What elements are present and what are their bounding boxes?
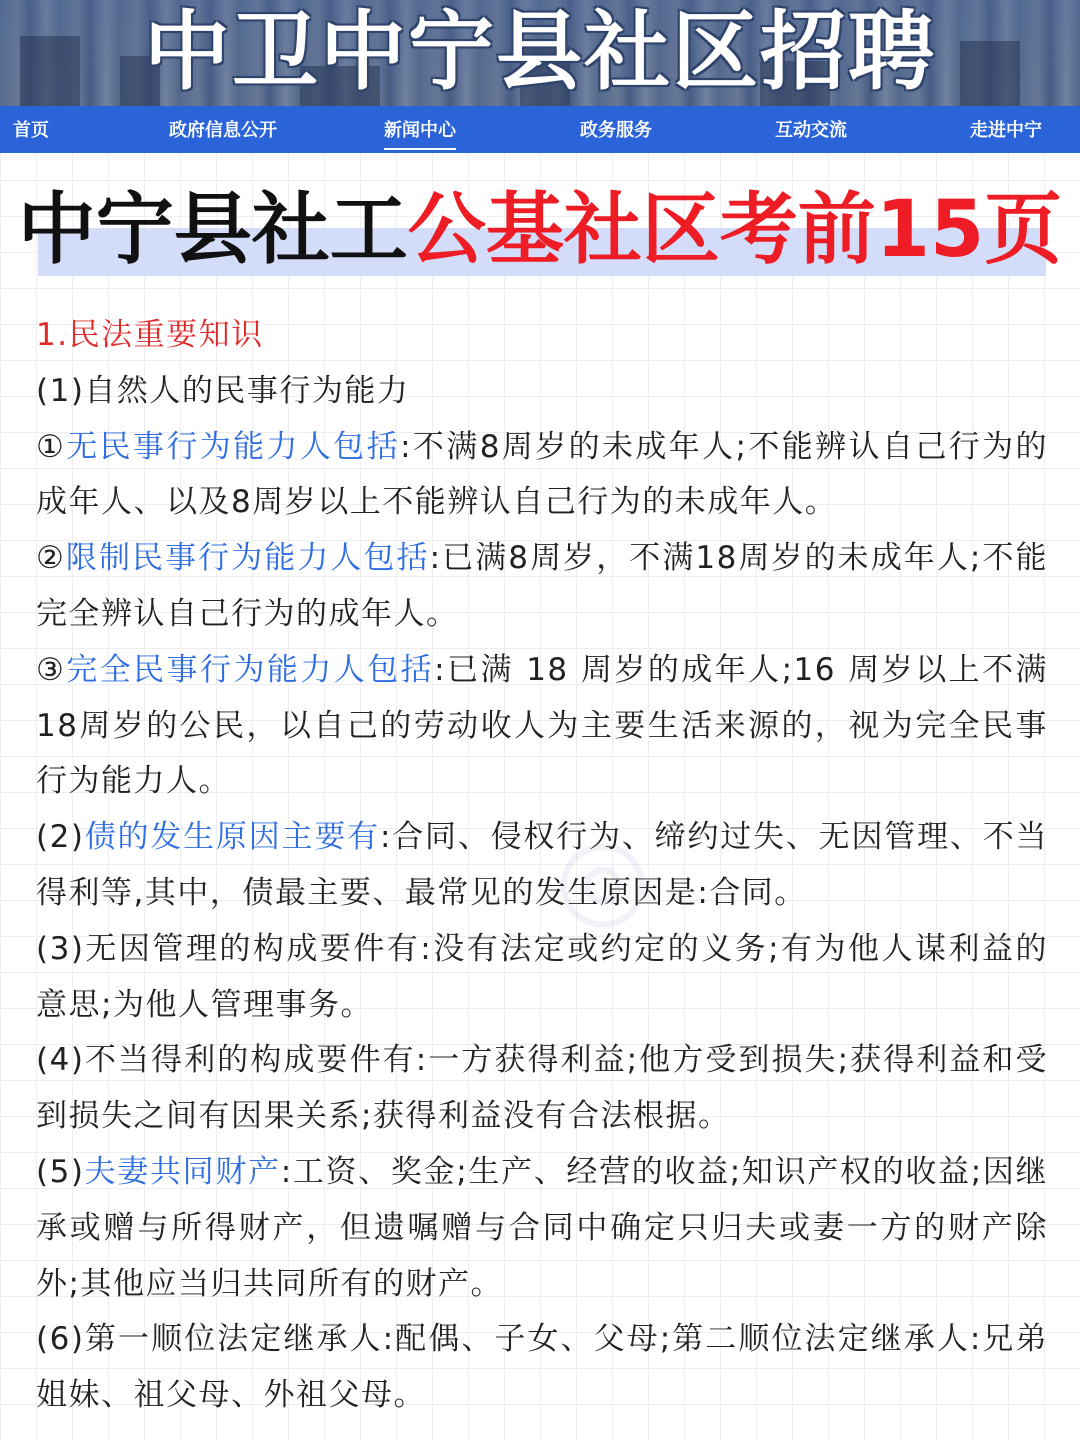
page-title — [0, 182, 1080, 278]
paragraph — [36, 1145, 1048, 1312]
highlight-term: 债的发生原因主要有 — [84, 819, 380, 856]
nav-item-interaction[interactable]: 互动交流 — [775, 120, 847, 141]
circled-number: ③ — [36, 651, 67, 688]
article-body — [36, 308, 1048, 1424]
watermark-logo: ◎ — [525, 798, 671, 957]
paragraph-text: :工资、奖金;生产、经营的收益;知识产权的收益;因继承或赠与所得财产，但遗嘱赠与合同中确定只归夫或妻一方的财产除外;其他应当归共同所有的财产。 — [36, 1153, 1049, 1302]
top-nav — [0, 106, 1080, 153]
paragraph: (3)无因管理的构成要件有:没有法定或约定的义务;有为他人谋利益的意思;为他人管理事务。 — [36, 930, 1048, 1023]
nav-item-gov-info[interactable]: 政府信息公开 — [169, 120, 277, 141]
highlight-term: 完全民事行为能力人包括 — [66, 651, 435, 688]
paragraph — [36, 531, 1048, 643]
nav-item-home[interactable]: 首页 — [13, 120, 49, 141]
paragraph: (4)不当得利的构成要件有:一方获得利益;他方受到损失;获得利益和受到损失之间有因果关系;获得利益没有合法根据。 — [36, 1042, 1048, 1135]
paragraph-text: :不满8周岁的未成年人;不能辨认自己行为的成年人、以及8周岁以上不能辨认自己行为的未成年人。 — [36, 428, 1048, 521]
highlight-term: 限制民事行为能力人包括 — [65, 540, 430, 577]
title-black-part: 中宁县社工 — [17, 185, 408, 275]
nav-item-about[interactable]: 走进中宁 — [970, 120, 1042, 141]
paragraph-text: :已满 18 周岁的成年人;16 周岁以上不满18周岁的公民，以自己的劳动收人为主要生活来源的，视为完全民事行为能力人。 — [36, 651, 1049, 800]
banner-title: 中卫中宁县社区招聘 — [144, 2, 936, 102]
item-number: (5) — [36, 1153, 85, 1190]
paragraph-text: :合同、侵权行为、缔约过失、无因管理、不当得利等,其中，债最主要、最常见的发生原因是:合同。 — [36, 819, 1048, 911]
paragraph — [36, 643, 1048, 810]
nav-item-news[interactable]: 新闻中心 — [384, 106, 456, 153]
paragraph: (6)第一顺位法定继承人:配偶、子女、父母;第二顺位法定继承人:兄弟姐妹、祖父母、外祖父母。 — [36, 1321, 1048, 1414]
paragraph — [36, 810, 1048, 922]
circled-number: ① — [36, 428, 67, 465]
item-number: (2) — [36, 819, 85, 856]
paragraph-text: :已满8周岁，不满18周岁的未成年人;不能完全辨认自己行为的成年人。 — [36, 540, 1049, 632]
title-red-part: 公基社区考前15页 — [407, 185, 1063, 275]
nav-item-services[interactable]: 政务服务 — [580, 120, 652, 141]
circled-number: ② — [36, 540, 66, 577]
paragraph — [36, 420, 1048, 532]
highlight-term: 夫妻共同财产 — [84, 1153, 281, 1190]
header-banner — [0, 0, 1080, 106]
section-heading: 1.民法重要知识 — [36, 317, 264, 353]
item-heading: (1)自然人的民事行为能力 — [36, 372, 410, 409]
highlight-term: 无民事行为能力人包括 — [66, 428, 401, 465]
